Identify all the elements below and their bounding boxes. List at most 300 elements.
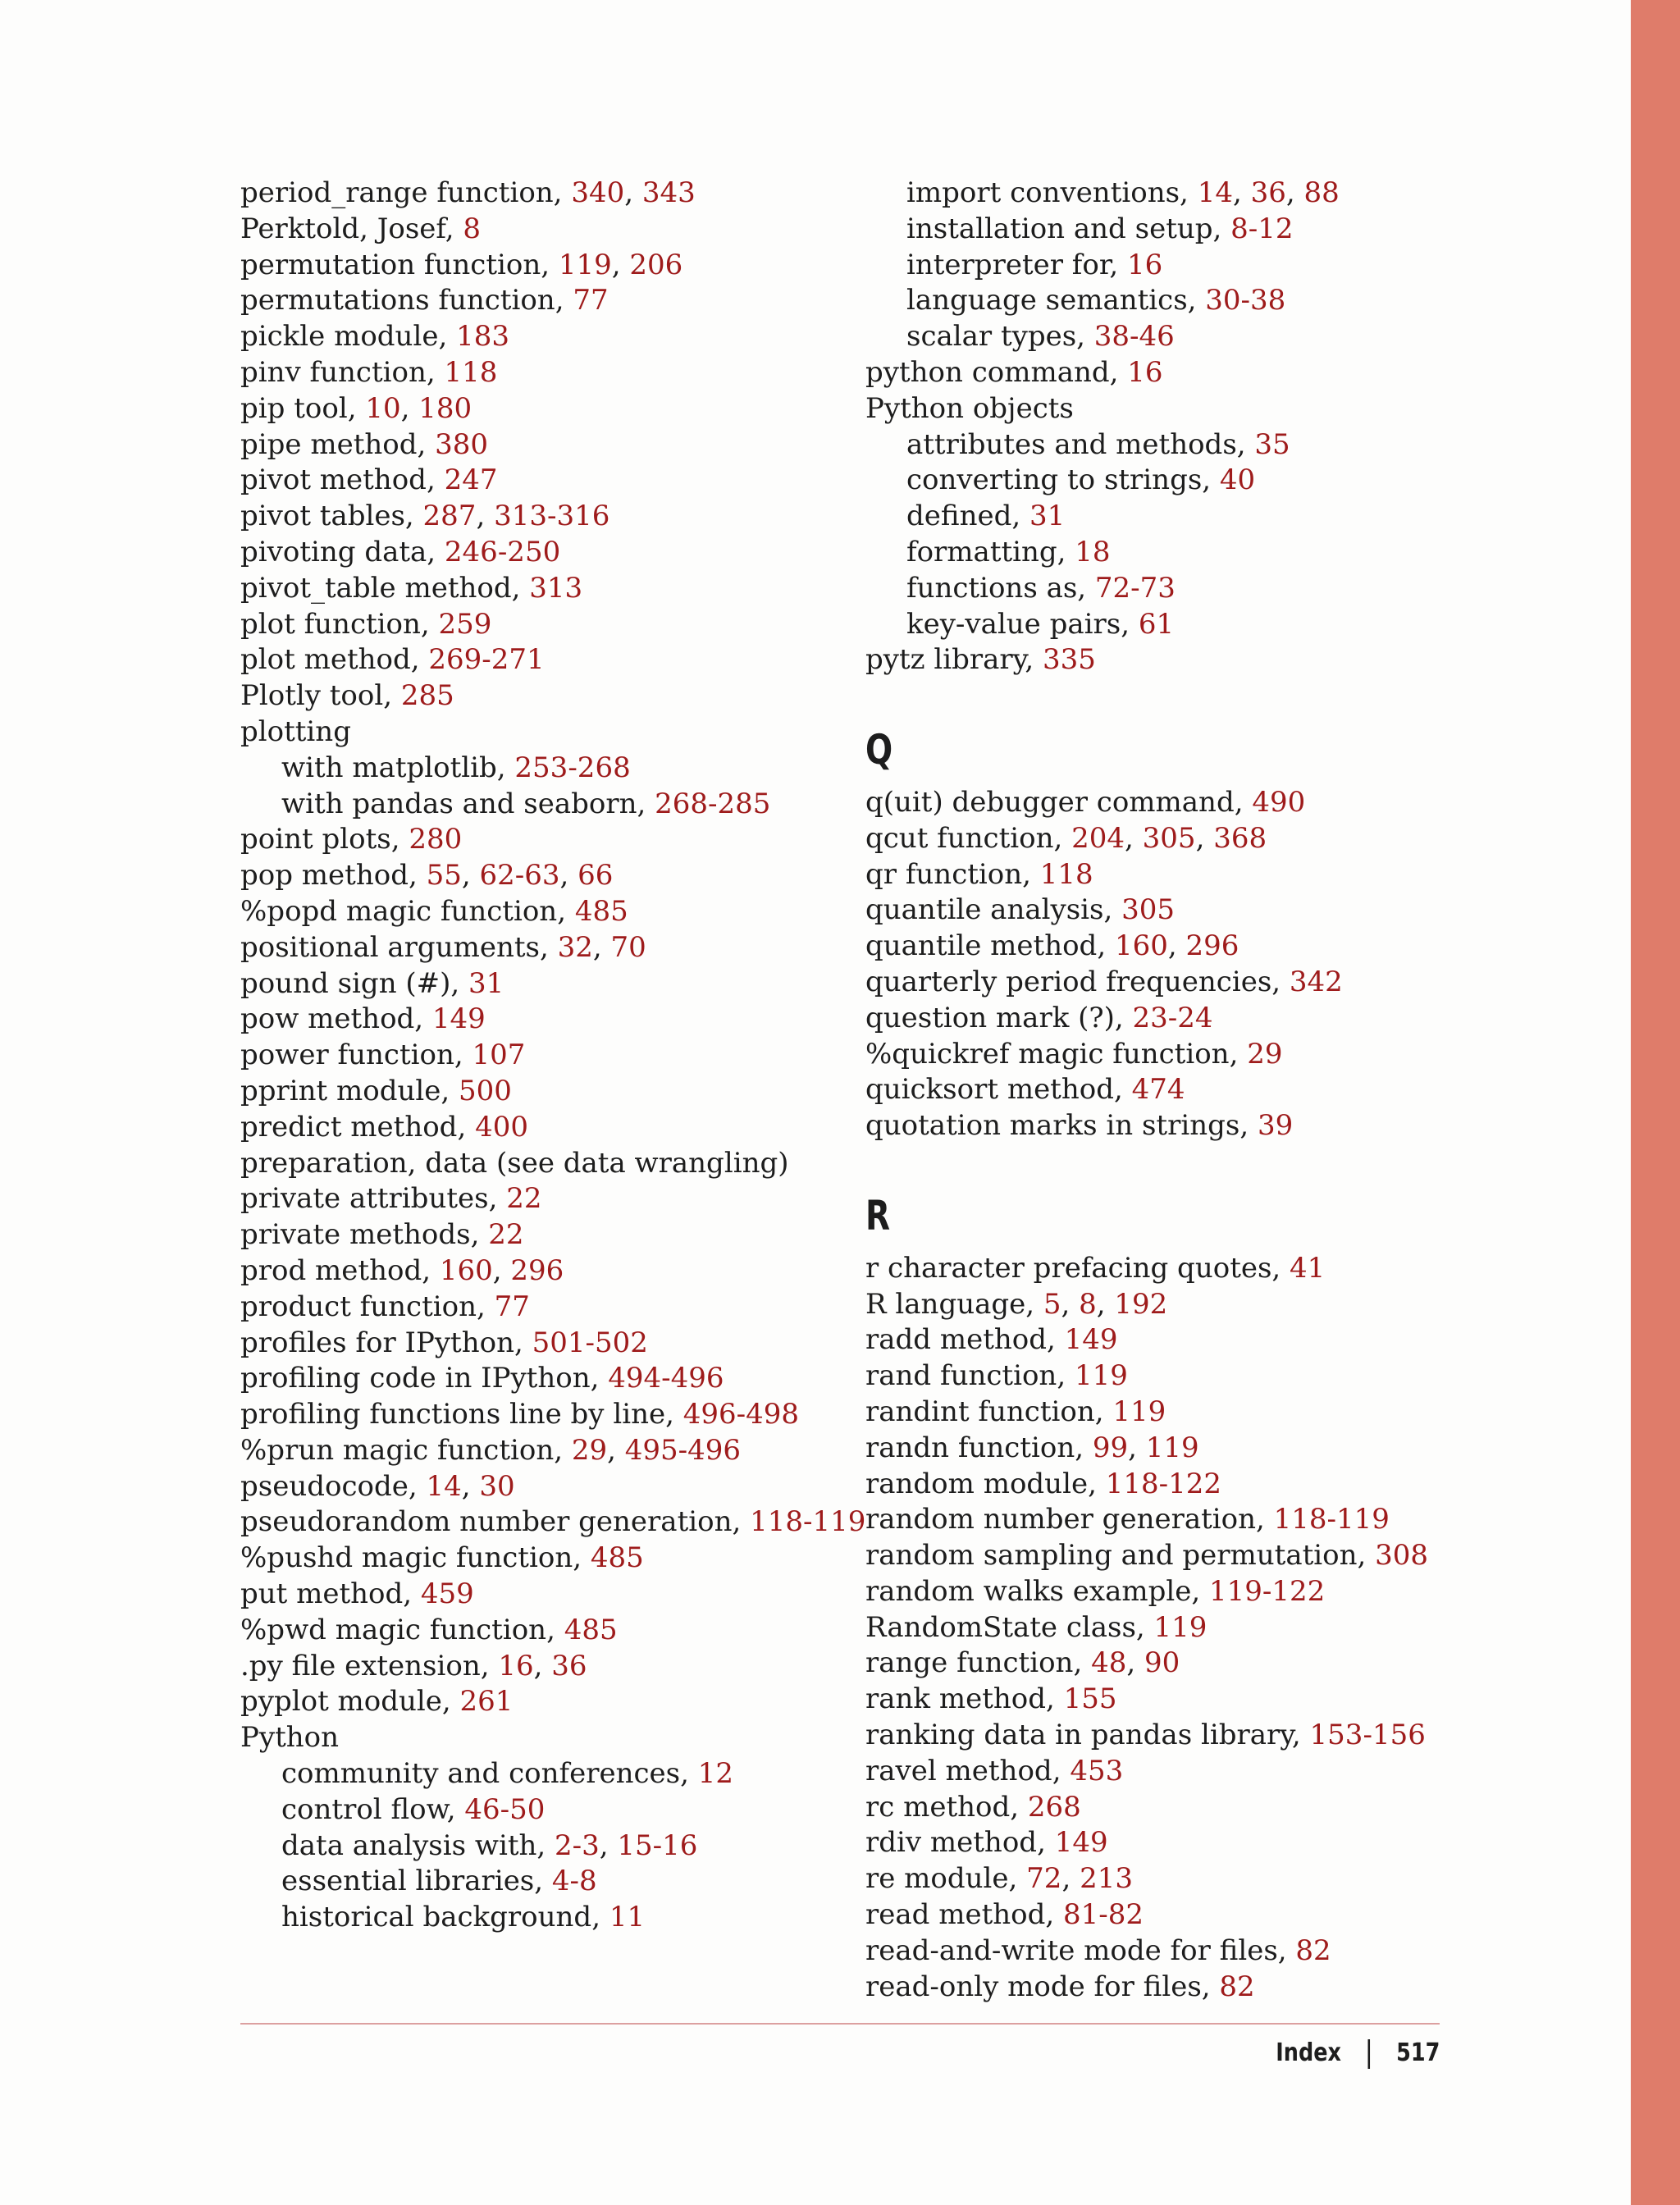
index-entry: pseudocode, 14, 30 bbox=[240, 1469, 515, 1503]
entry-label: rdiv method, bbox=[865, 1826, 1055, 1860]
index-subentry bbox=[240, 751, 815, 787]
page-reference-link[interactable]: 22 bbox=[506, 1182, 542, 1216]
index-entry bbox=[240, 966, 815, 1002]
page-reference-link[interactable]: 29 bbox=[1247, 1037, 1283, 1071]
index-entry bbox=[240, 1541, 815, 1577]
entry-label: data analysis with, bbox=[281, 1828, 555, 1862]
entry-label: converting to strings, bbox=[906, 463, 1220, 497]
page-reference-link[interactable]: 119 bbox=[558, 248, 612, 281]
index-entry bbox=[865, 1970, 1587, 2006]
page-reference-link[interactable]: 107 bbox=[472, 1039, 526, 1072]
page-reference-link[interactable]: 180 bbox=[418, 391, 472, 425]
page-reference-link[interactable]: 343 bbox=[641, 176, 696, 209]
entry-label: functions as, bbox=[906, 571, 1095, 605]
page-reference-link[interactable]: 247 bbox=[444, 463, 498, 497]
page-reference-link[interactable]: 88 bbox=[1303, 176, 1340, 209]
page-reference-link[interactable]: 280 bbox=[409, 823, 463, 856]
index-subentry: import conventions, 14, 36, 88 bbox=[906, 176, 1340, 209]
page-footer bbox=[1276, 2033, 1440, 2074]
index-entry bbox=[865, 785, 1587, 821]
entry-label: plot function, bbox=[240, 607, 439, 641]
index-entry: prod method, 160, 296 bbox=[240, 1253, 564, 1287]
index-entry: %prun magic function, 29, 495-496 bbox=[240, 1433, 742, 1467]
entry-label: pseudorandom number generation, bbox=[240, 1505, 751, 1539]
index-subentry bbox=[240, 1792, 815, 1828]
entry-label: positional arguments, bbox=[240, 930, 558, 964]
page-reference-link[interactable]: 268-285 bbox=[655, 787, 771, 820]
entry-label: range function, bbox=[865, 1646, 1092, 1680]
entry-label: pip tool, bbox=[240, 391, 366, 425]
entry-label: random module, bbox=[865, 1467, 1106, 1500]
entry-label: preparation, data (see data wrangling) bbox=[240, 1146, 789, 1180]
index-entry: permutation function, 119, 206 bbox=[240, 248, 683, 281]
page-reference-link[interactable]: 5 bbox=[1043, 1287, 1061, 1321]
page-reference-link[interactable]: 490 bbox=[1252, 785, 1306, 819]
entry-label: with pandas and seaborn, bbox=[281, 787, 655, 820]
page-reference-link[interactable]: 380 bbox=[435, 427, 489, 461]
entry-label: formatting, bbox=[906, 535, 1075, 568]
page-reference-link[interactable]: 155 bbox=[1063, 1682, 1117, 1716]
index-entry bbox=[865, 892, 1587, 929]
page-reference-link[interactable]: 11 bbox=[609, 1901, 646, 1934]
page-reference-link[interactable]: 149 bbox=[431, 1002, 486, 1036]
entry-label: defined, bbox=[906, 500, 1029, 533]
index-subentry bbox=[240, 1756, 815, 1792]
entry-label: put method, bbox=[240, 1577, 421, 1611]
entry-label: scalar types, bbox=[906, 320, 1094, 354]
index-entry bbox=[865, 1610, 1587, 1646]
page-reference-link[interactable]: 30 bbox=[479, 1469, 515, 1503]
page-reference-link[interactable]: 55 bbox=[426, 859, 462, 892]
entry-label: pseudocode, bbox=[240, 1469, 427, 1503]
entry-label: permutations function, bbox=[240, 284, 573, 317]
entry-label: private attributes, bbox=[240, 1182, 507, 1216]
page-reference-link[interactable]: 485 bbox=[590, 1541, 644, 1575]
index-entry bbox=[865, 1682, 1587, 1718]
entry-label: pivoting data, bbox=[240, 535, 445, 568]
entry-label: pprint module, bbox=[240, 1074, 459, 1107]
page-reference-link[interactable]: 501-502 bbox=[532, 1326, 648, 1359]
sidebar-tab bbox=[1631, 0, 1680, 2205]
page-reference-link[interactable]: 305 bbox=[1142, 821, 1196, 855]
index-entry bbox=[240, 1181, 815, 1217]
index-entry bbox=[240, 1361, 815, 1397]
page-reference-link[interactable]: 296 bbox=[1185, 929, 1239, 963]
page-reference-link[interactable]: 494-496 bbox=[608, 1362, 724, 1395]
index-entry: positional arguments, 32, 70 bbox=[240, 930, 646, 964]
page-number: 517 bbox=[1395, 2038, 1440, 2067]
index-subentry bbox=[240, 1900, 815, 1936]
page-reference-link[interactable]: 99 bbox=[1092, 1431, 1129, 1464]
footer-divider bbox=[1367, 2039, 1370, 2069]
entry-label: private methods, bbox=[240, 1218, 489, 1252]
page-reference-link[interactable]: 36 bbox=[1250, 176, 1286, 209]
index-subentry bbox=[865, 535, 1587, 571]
page-reference-link[interactable]: 40 bbox=[1219, 463, 1256, 497]
page-reference-link[interactable]: 313-316 bbox=[494, 500, 610, 533]
entry-label: rc method, bbox=[865, 1790, 1028, 1824]
entry-label: %popd magic function, bbox=[240, 894, 575, 928]
entry-label: power function, bbox=[240, 1039, 472, 1072]
index-entry bbox=[240, 822, 815, 858]
page-reference-link[interactable]: 15-16 bbox=[617, 1828, 698, 1862]
page-reference-link[interactable]: 14 bbox=[426, 1469, 462, 1503]
page-reference-link[interactable]: 459 bbox=[420, 1577, 474, 1611]
entry-label: randint function, bbox=[865, 1395, 1113, 1428]
entry-label: qcut function, bbox=[865, 821, 1072, 855]
index-entry bbox=[865, 1037, 1587, 1073]
entry-label: random number generation, bbox=[865, 1503, 1274, 1536]
page-reference-link[interactable]: 82 bbox=[1295, 1933, 1331, 1967]
page-reference-link[interactable]: 72-73 bbox=[1094, 571, 1176, 605]
entry-label: pyplot module, bbox=[240, 1685, 460, 1719]
entry-label: interpreter for, bbox=[906, 248, 1127, 281]
entry-label: ravel method, bbox=[865, 1754, 1071, 1787]
page-reference-link[interactable]: 2-3 bbox=[555, 1828, 600, 1862]
page-reference-link[interactable]: 269-271 bbox=[428, 643, 545, 677]
page-reference-link[interactable]: 119 bbox=[1153, 1610, 1208, 1644]
page-reference-link[interactable]: 305 bbox=[1121, 893, 1175, 927]
index-entry: randn function, 99, 119 bbox=[865, 1431, 1199, 1464]
entry-label: read-only mode for files, bbox=[865, 1970, 1220, 2003]
index-entry bbox=[865, 1790, 1587, 1826]
entry-label: quicksort method, bbox=[865, 1073, 1132, 1107]
page-reference-link[interactable]: 16 bbox=[498, 1649, 534, 1682]
entry-label: randn function, bbox=[865, 1431, 1093, 1464]
entry-label: %quickref magic function, bbox=[865, 1037, 1248, 1071]
entry-label: R language, bbox=[865, 1287, 1043, 1321]
entry-label: pipe method, bbox=[240, 427, 436, 461]
index-entry bbox=[240, 678, 815, 714]
page-reference-link[interactable]: 119 bbox=[1145, 1431, 1199, 1464]
page-reference-link[interactable]: 48 bbox=[1091, 1646, 1127, 1680]
page-reference-link[interactable]: 118 bbox=[1039, 857, 1093, 891]
entry-label: %pushd magic function, bbox=[240, 1541, 591, 1575]
index-entry: pop method, 55, 62-63, 66 bbox=[240, 859, 614, 892]
index-entry bbox=[240, 1684, 815, 1720]
entry-label: python command, bbox=[865, 355, 1128, 389]
entry-label: pytz library, bbox=[865, 643, 1043, 677]
page-reference-link[interactable]: 39 bbox=[1257, 1109, 1294, 1143]
index-entry bbox=[240, 355, 815, 391]
index-subentry bbox=[865, 319, 1587, 355]
entry-label: key-value pairs, bbox=[906, 607, 1139, 641]
index-entry bbox=[240, 535, 815, 571]
page-reference-link[interactable]: 268 bbox=[1027, 1790, 1081, 1824]
index-entry bbox=[240, 607, 815, 643]
page-reference-link[interactable]: 4-8 bbox=[551, 1865, 597, 1898]
page-reference-link[interactable]: 253-268 bbox=[514, 751, 631, 784]
page-reference-link[interactable]: 46-50 bbox=[464, 1792, 546, 1826]
page-reference-link[interactable]: 485 bbox=[574, 894, 628, 928]
entry-label: pound sign (#), bbox=[240, 966, 469, 1000]
entry-label: %pwd magic function, bbox=[240, 1613, 564, 1646]
page-reference-link[interactable]: 192 bbox=[1114, 1287, 1168, 1321]
page-reference-link[interactable]: 10 bbox=[365, 391, 401, 425]
index-entry bbox=[865, 857, 1587, 893]
section-spacer bbox=[865, 1144, 1587, 1180]
page-reference-link[interactable]: 340 bbox=[571, 176, 625, 209]
page-reference-link[interactable]: 183 bbox=[456, 320, 509, 354]
entry-label: re module, bbox=[865, 1862, 1027, 1896]
index-entry bbox=[240, 642, 815, 678]
page-reference-link[interactable]: 308 bbox=[1375, 1539, 1429, 1573]
entry-label: question mark (?), bbox=[865, 1001, 1133, 1034]
entry-label: profiling code in IPython, bbox=[240, 1362, 609, 1395]
entry-label: predict method, bbox=[240, 1110, 476, 1144]
entry-label: RandomState class, bbox=[865, 1610, 1154, 1644]
page-reference-link[interactable]: 12 bbox=[697, 1757, 733, 1791]
entry-label: Python objects bbox=[865, 391, 1074, 425]
index-entry bbox=[865, 1502, 1587, 1538]
entry-label: prod method, bbox=[240, 1253, 440, 1287]
page-reference-link[interactable]: 335 bbox=[1042, 643, 1096, 677]
entry-label: with matplotlib, bbox=[281, 751, 515, 784]
index-subentry bbox=[240, 787, 815, 823]
index-entry: pip tool, 10, 180 bbox=[240, 391, 472, 425]
entry-label: community and conferences, bbox=[281, 1757, 698, 1791]
entry-label: q(uit) debugger command, bbox=[865, 785, 1253, 819]
page-reference-link[interactable]: 285 bbox=[400, 679, 454, 713]
page-reference-link[interactable]: 368 bbox=[1213, 821, 1267, 855]
entry-label: pivot method, bbox=[240, 463, 445, 497]
page-reference-link[interactable]: 246-250 bbox=[444, 535, 561, 568]
entry-label: plotting bbox=[240, 714, 351, 748]
page-reference-link[interactable]: 36 bbox=[551, 1649, 587, 1682]
page-reference-link[interactable]: 30-38 bbox=[1205, 284, 1286, 317]
entry-label: pop method, bbox=[240, 859, 427, 892]
entry-label: qr function, bbox=[865, 857, 1040, 891]
index-entry bbox=[865, 1467, 1587, 1503]
page-reference-link[interactable]: 500 bbox=[459, 1074, 512, 1107]
entry-label: r character prefacing quotes, bbox=[865, 1251, 1290, 1285]
entry-label: rank method, bbox=[865, 1682, 1064, 1716]
index-entry bbox=[865, 391, 1587, 427]
page-reference-link[interactable]: 400 bbox=[475, 1110, 528, 1144]
index-entry bbox=[865, 1718, 1587, 1754]
page-reference-link[interactable]: 204 bbox=[1071, 821, 1125, 855]
page-reference-link[interactable]: 213 bbox=[1080, 1862, 1133, 1896]
index-subentry bbox=[865, 607, 1587, 643]
index-subentry bbox=[865, 248, 1587, 284]
page-reference-link[interactable]: 118-119 bbox=[750, 1505, 866, 1539]
entry-label: ranking data in pandas library, bbox=[865, 1719, 1310, 1752]
index-entry bbox=[240, 1504, 866, 1541]
index-entry: quantile method, 160, 296 bbox=[865, 929, 1239, 963]
page-reference-link[interactable]: 296 bbox=[510, 1253, 564, 1287]
page-reference-link[interactable]: 287 bbox=[422, 500, 477, 533]
page-reference-link[interactable]: 149 bbox=[1064, 1323, 1118, 1357]
entry-label: installation and setup, bbox=[906, 212, 1231, 245]
index-entry bbox=[240, 1613, 815, 1649]
entry-label: Python bbox=[240, 1721, 340, 1755]
page-reference-link[interactable]: 31 bbox=[1029, 500, 1066, 533]
page-reference-link[interactable]: 16 bbox=[1126, 248, 1163, 281]
entry-label: language semantics, bbox=[906, 284, 1206, 317]
index-entry: period_range function, 340, 343 bbox=[240, 176, 696, 209]
index-entry bbox=[240, 319, 815, 355]
entry-label: Perktold, Josef, bbox=[240, 212, 463, 245]
page-reference-link[interactable]: 160 bbox=[1114, 929, 1168, 963]
page-reference-link[interactable]: 485 bbox=[564, 1613, 618, 1646]
index-entry bbox=[865, 1825, 1587, 1861]
page-reference-link[interactable]: 81-82 bbox=[1063, 1898, 1144, 1932]
page-reference-link[interactable]: 119 bbox=[1074, 1359, 1128, 1393]
index-entry bbox=[865, 1395, 1587, 1431]
index-entry bbox=[865, 355, 1587, 391]
index-entry bbox=[240, 714, 815, 751]
entry-label: Plotly tool, bbox=[240, 679, 401, 713]
page-reference-link[interactable]: 32 bbox=[557, 930, 593, 964]
index-letter-heading: Q bbox=[865, 725, 893, 774]
page-reference-link[interactable]: 14 bbox=[1197, 176, 1233, 209]
entry-label: quantile method, bbox=[865, 929, 1115, 963]
entry-label: read-and-write mode for files, bbox=[865, 1933, 1296, 1967]
index-entry bbox=[240, 1397, 815, 1433]
page-reference-link[interactable]: 72 bbox=[1026, 1862, 1062, 1896]
entry-label: pow method, bbox=[240, 1002, 432, 1036]
entry-label: point plots, bbox=[240, 823, 409, 856]
index-entry bbox=[865, 1574, 1587, 1610]
index-entry bbox=[865, 1001, 1587, 1037]
page-reference-link[interactable]: 62-63 bbox=[479, 859, 560, 892]
entry-label: period_range function, bbox=[240, 176, 572, 209]
page-reference-link[interactable]: 35 bbox=[1254, 427, 1290, 461]
section-spacer bbox=[865, 678, 1587, 714]
index-subentry bbox=[865, 571, 1587, 607]
entry-label: quarterly period frequencies, bbox=[865, 965, 1290, 998]
entry-label: profiles for IPython, bbox=[240, 1326, 532, 1359]
page-reference-link[interactable]: 8 bbox=[1079, 1287, 1097, 1321]
index-entry: R language, 5, 8, 192 bbox=[865, 1287, 1168, 1321]
page-reference-link[interactable]: 119-122 bbox=[1209, 1574, 1326, 1608]
index-entry bbox=[865, 1897, 1587, 1933]
index-entry bbox=[240, 283, 815, 319]
index-entry bbox=[240, 1217, 815, 1253]
index-entry: re module, 72, 213 bbox=[865, 1862, 1133, 1896]
page-reference-link[interactable]: 8 bbox=[463, 212, 482, 245]
page-reference-link[interactable]: 8-12 bbox=[1230, 212, 1294, 245]
page-reference-link[interactable]: 474 bbox=[1131, 1073, 1185, 1107]
page-reference-link[interactable]: 453 bbox=[1070, 1754, 1124, 1787]
index-entry bbox=[865, 1322, 1587, 1358]
index-subentry bbox=[865, 427, 1587, 463]
footer-rule bbox=[240, 2023, 1440, 2025]
entry-label: plot method, bbox=[240, 643, 429, 677]
index-entry bbox=[865, 965, 1587, 1001]
page-reference-link[interactable]: 77 bbox=[573, 284, 609, 317]
page-reference-link[interactable]: 66 bbox=[578, 859, 614, 892]
index-entry bbox=[865, 1538, 1587, 1574]
index-entry bbox=[240, 571, 815, 607]
page-reference-link[interactable]: 70 bbox=[610, 930, 646, 964]
page-reference-link[interactable]: 18 bbox=[1075, 535, 1111, 568]
page-reference-link[interactable]: 61 bbox=[1138, 607, 1175, 641]
index-entry bbox=[240, 1074, 815, 1110]
index-entry bbox=[865, 642, 1587, 678]
index-column-left bbox=[240, 176, 866, 1936]
page-reference-link[interactable]: 160 bbox=[439, 1253, 493, 1287]
entry-label: random sampling and permutation, bbox=[865, 1539, 1376, 1573]
entry-label: essential libraries, bbox=[281, 1865, 552, 1898]
page-reference-link[interactable]: 16 bbox=[1127, 355, 1163, 389]
index-subentry bbox=[240, 1864, 815, 1900]
page-reference-link[interactable]: 261 bbox=[459, 1685, 514, 1719]
entry-label: %prun magic function, bbox=[240, 1433, 572, 1467]
page-reference-link[interactable]: 495-496 bbox=[624, 1433, 742, 1467]
page-reference-link[interactable]: 496-498 bbox=[682, 1398, 799, 1431]
page-reference-link[interactable]: 259 bbox=[438, 607, 492, 641]
page-reference-link[interactable]: 342 bbox=[1289, 965, 1343, 998]
footer-section: Index bbox=[1275, 2038, 1341, 2067]
entry-label: control flow, bbox=[281, 1792, 465, 1826]
index-entry bbox=[865, 1251, 1587, 1287]
entry-label: pivot tables, bbox=[240, 500, 423, 533]
index-entry bbox=[240, 1290, 815, 1326]
entry-label: attributes and methods, bbox=[906, 427, 1255, 461]
index-entry bbox=[240, 463, 815, 499]
index-entry: .py file extension, 16, 36 bbox=[240, 1649, 587, 1682]
index-subentry bbox=[865, 212, 1587, 248]
entry-label: quantile analysis, bbox=[865, 893, 1122, 927]
entry-label: product function, bbox=[240, 1290, 495, 1323]
index-entry bbox=[865, 1754, 1587, 1790]
index-entry bbox=[240, 894, 815, 930]
index-subentry bbox=[865, 499, 1587, 535]
index-entry bbox=[240, 1002, 815, 1038]
page-reference-link[interactable]: 118-119 bbox=[1273, 1503, 1390, 1536]
page-reference-link[interactable]: 206 bbox=[629, 248, 683, 281]
index-entry bbox=[240, 1577, 815, 1613]
page-reference-link[interactable]: 38-46 bbox=[1093, 320, 1175, 354]
page-reference-link[interactable]: 23-24 bbox=[1132, 1001, 1213, 1034]
index-subentry bbox=[865, 463, 1587, 499]
index-entry bbox=[865, 1108, 1587, 1144]
page-reference-link[interactable]: 119 bbox=[1112, 1395, 1166, 1428]
page-reference-link[interactable]: 313 bbox=[529, 571, 583, 605]
entry-label: random walks example, bbox=[865, 1574, 1209, 1608]
entry-label: import conventions, bbox=[906, 176, 1198, 209]
index-entry: qcut function, 204, 305, 368 bbox=[865, 821, 1267, 855]
entry-label: radd method, bbox=[865, 1323, 1065, 1357]
entry-label: rand function, bbox=[865, 1359, 1075, 1393]
index-subentry: data analysis with, 2-3, 15-16 bbox=[281, 1828, 698, 1862]
index-entry bbox=[240, 1146, 815, 1182]
page-reference-link[interactable]: 118-122 bbox=[1105, 1467, 1221, 1500]
entry-label: quotation marks in strings, bbox=[865, 1109, 1258, 1143]
page-reference-link[interactable]: 118 bbox=[444, 355, 498, 389]
page-reference-link[interactable]: 29 bbox=[571, 1433, 608, 1467]
page-reference-link[interactable]: 77 bbox=[494, 1290, 530, 1323]
entry-label: profiling functions line by line, bbox=[240, 1398, 683, 1431]
page-reference-link[interactable]: 149 bbox=[1054, 1826, 1108, 1860]
entry-label: permutation function, bbox=[240, 248, 559, 281]
entry-label: read method, bbox=[865, 1898, 1063, 1932]
page-reference-link[interactable]: 22 bbox=[488, 1218, 524, 1252]
page-reference-link[interactable]: 90 bbox=[1144, 1646, 1180, 1680]
index-letter-heading: R bbox=[865, 1191, 891, 1239]
index-entry bbox=[865, 1072, 1587, 1108]
page-reference-link[interactable]: 41 bbox=[1290, 1251, 1326, 1285]
page-reference-link[interactable]: 31 bbox=[468, 966, 504, 1000]
page-reference-link[interactable]: 82 bbox=[1219, 1970, 1255, 2003]
entry-label: .py file extension, bbox=[240, 1649, 499, 1682]
index-entry bbox=[865, 1933, 1587, 1970]
index-entry: range function, 48, 90 bbox=[865, 1646, 1180, 1680]
index-entry: pivot tables, 287, 313-316 bbox=[240, 500, 610, 533]
index-entry bbox=[240, 427, 815, 463]
page-reference-link[interactable]: 153-156 bbox=[1309, 1719, 1426, 1752]
